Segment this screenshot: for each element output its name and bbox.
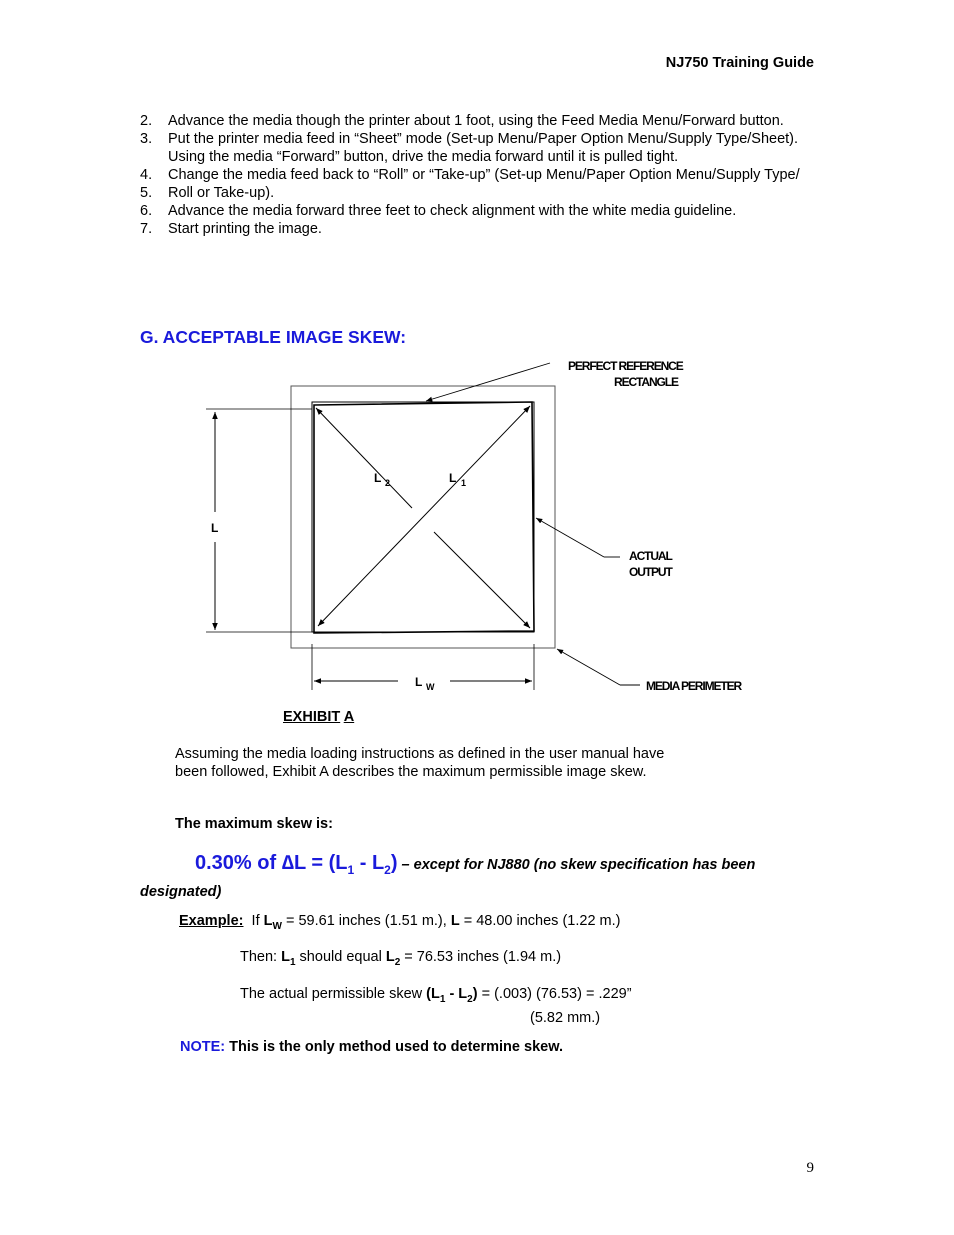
- delta-symbol: ∆: [281, 852, 294, 874]
- list-item-number: 6.: [140, 203, 153, 219]
- example-text: = 59.61 inches (1.51 m.),: [281, 913, 451, 929]
- list-item-number: 5.: [140, 185, 153, 201]
- example-l: L: [450, 913, 460, 929]
- example-label: Example:: [179, 913, 244, 929]
- exhibit-caption: [283, 709, 354, 725]
- example-line-1: [179, 913, 620, 932]
- formula-percent: 0.30% of: [195, 852, 282, 874]
- list-item-text: Advance the media forward three feet to check alignment with the white media guideline.: [168, 203, 737, 219]
- list-item-text: Advance the media though the printer about 1 foot, using the Feed Media Menu/Forward button.: [168, 113, 784, 129]
- example-text: Then:: [240, 949, 282, 965]
- formula-main: [195, 852, 398, 877]
- list-item-text: Put the printer media feed in “Sheet” mode (Set-up Menu/Paper Option Menu/Supply Type/Sheet). Using the media “Forward” button, drive the media forward until it is pulled tight.: [168, 131, 799, 165]
- example-l2: L: [385, 949, 395, 965]
- example-line-3: [240, 985, 632, 1027]
- max-skew-label: The maximum skew is:: [175, 816, 333, 832]
- list-item-number: 4.: [140, 167, 153, 183]
- label-media-perimeter: MEDIA PERIMETER: [646, 679, 742, 693]
- note-text: This is the only method used to determine skew.: [225, 1039, 563, 1055]
- page-header-title: NJ750 Training Guide: [665, 55, 814, 71]
- example-l1: L: [281, 949, 290, 965]
- leader-reference: [426, 363, 550, 401]
- example-lw: L: [263, 913, 273, 929]
- list-item-text: Change the media feed back to “Roll” or “Take-up” (Set-up Menu/Paper Option Menu/Supply Type/: [168, 167, 800, 183]
- example-text: If: [243, 913, 264, 929]
- label-l2-sub: 2: [385, 478, 391, 488]
- list-item-text: Start printing the image.: [168, 221, 322, 237]
- label-lw-sub: W: [426, 682, 435, 692]
- skew-formula: [140, 852, 820, 903]
- expr-sub1: 1: [439, 993, 446, 1005]
- example-text: The actual permissible skew: [240, 986, 427, 1002]
- example-skew-expression: [426, 986, 478, 1005]
- leader-actual: [536, 518, 604, 557]
- label-lw: L: [415, 675, 423, 689]
- list-item-text: Roll or Take-up).: [168, 185, 275, 201]
- expr-sub2: 2: [467, 993, 473, 1005]
- page-number: 9: [806, 1160, 814, 1176]
- example-line-2: [240, 949, 561, 968]
- list-item-number: 3.: [140, 131, 153, 147]
- example-l2-sub: 2: [394, 956, 401, 968]
- note-block: [180, 1039, 563, 1055]
- example-l1-sub: 1: [289, 956, 296, 968]
- example-continuation: (5.82 mm.): [530, 1009, 601, 1026]
- example-text: = 76.53 inches (1.94 m.): [400, 949, 562, 965]
- label-l: L: [211, 521, 219, 535]
- diagonal-l1: [318, 406, 530, 626]
- expr-close: ): [472, 986, 478, 1002]
- exhibit-description: Assuming the media loading instructions as defined in the user manual have been followed, Exhibit A describes the maximum permissible image skew.: [175, 746, 665, 780]
- label-reference-line1: PERFECT REFERENCE: [568, 359, 683, 373]
- diagonal-l2-lower: [434, 532, 530, 628]
- label-l1: L: [449, 471, 457, 485]
- example-text: should equal: [295, 949, 386, 965]
- note-label: NOTE:: [180, 1039, 226, 1055]
- formula-note: – except for NJ880 (no skew specification has been designated): [140, 857, 756, 900]
- label-reference-line2: RECTANGLE: [614, 375, 678, 389]
- formula-sub1: 1: [347, 863, 355, 877]
- exhibit-word: EXHIBIT: [283, 709, 341, 725]
- exhibit-letter: A: [343, 709, 355, 725]
- diagonal-l2-upper: [316, 408, 412, 508]
- section-heading: G. ACCEPTABLE IMAGE SKEW:: [140, 327, 407, 347]
- formula-sub2: 2: [384, 863, 391, 877]
- label-actual-line2: OUTPUT: [629, 565, 672, 579]
- example-text: = (.003) (76.53) = .229”: [477, 986, 632, 1002]
- label-actual-line1: ACTUAL: [629, 549, 672, 563]
- example-text: = 48.00 inches (1.22 m.): [459, 913, 621, 929]
- list-item-number: 2.: [140, 113, 153, 129]
- label-l1-sub: 1: [461, 478, 467, 488]
- formula-close: ): [390, 852, 398, 874]
- label-l2: L: [374, 471, 382, 485]
- formula-eq: L = (L: [293, 852, 348, 874]
- formula-minus: - L: [354, 852, 385, 874]
- example-lw-sub: W: [272, 920, 282, 932]
- expr-paren: (L: [426, 986, 440, 1002]
- list-item-number: 7.: [140, 221, 153, 237]
- leader-media: [557, 649, 620, 685]
- expr-mid: - L: [445, 986, 468, 1002]
